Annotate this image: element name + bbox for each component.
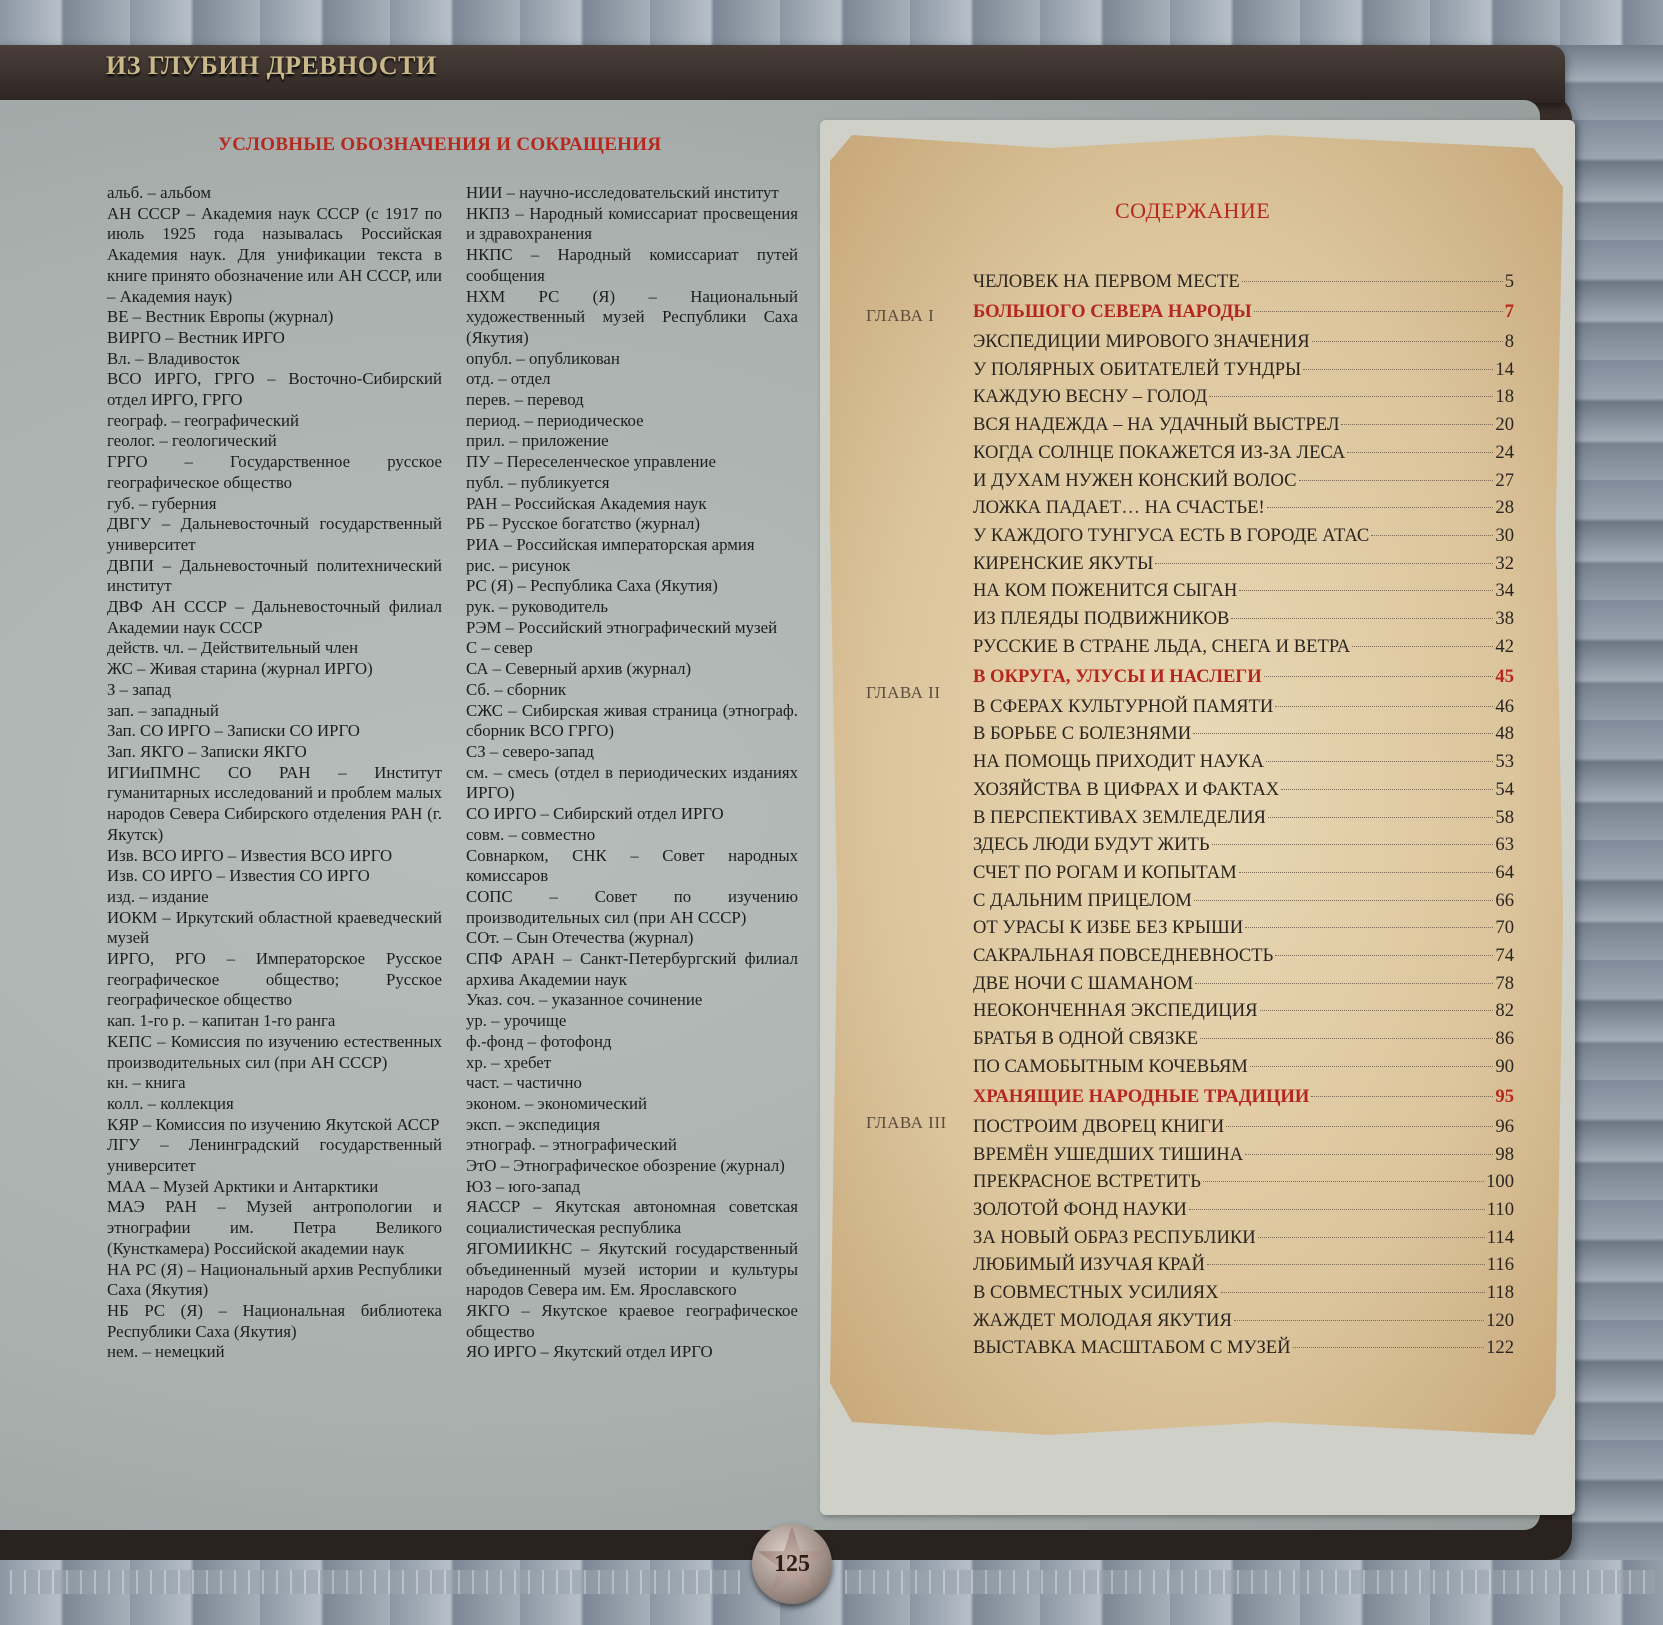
abbreviation-entry: КЕПС – Комиссия по изучению естественных производительных сил (при АН СССР) [107,1031,442,1072]
abbreviation-entry: Сб. – сборник [466,679,566,699]
abbreviation-entry: ВЕ – Вестник Европы (журнал) [107,307,334,327]
abbreviation-entry: НХМ РС (Я) – Национальный художественный музей Республики Саха (Якутия) [466,286,798,347]
abbreviation-entry: Указ. соч. – указанное сочинение [466,990,703,1010]
toc-page-number: 8 [1504,331,1514,352]
toc-page-number: 32 [1495,552,1514,574]
toc-title: ДВЕ НОЧИ С ШАМАНОМ [973,972,1194,994]
toc-page-number: 58 [1495,806,1514,828]
abbreviation-entry: НКПС – Народный комиссариат путей сообщения [466,245,798,285]
toc-leader-dots [1299,480,1494,481]
toc-page-number: 74 [1495,945,1514,966]
toc-page-number: 96 [1495,1115,1514,1137]
toc-row[interactable] [973,636,1514,660]
chapter-label-1: ГЛАВА I [866,306,935,325]
abbreviation-entry: ДВФ АН СССР – Дальневосточный филиал Академии наук СССР [107,597,442,637]
abbreviation-entry: отд. – отдел [466,369,551,389]
toc-row[interactable] [973,497,1514,521]
toc-row[interactable] [973,751,1514,775]
toc-page-number: 110 [1486,1198,1514,1220]
toc-row[interactable] [973,580,1514,604]
abbreviation-entry: Изв. ВСО ИРГО – Известия ВСО ИРГО [107,845,393,865]
chapter-label-3: ГЛАВА III [866,1113,947,1132]
abbreviation-entry: С – север [466,638,533,658]
abbreviation-entry: КЯР – Комиссия по изучению Якутской АССР [107,1114,440,1134]
toc-page-number: 63 [1495,834,1514,856]
toc-page-number: 42 [1495,635,1514,657]
toc-title: ПОСТРОИМ ДВОРЕЦ КНИГИ [973,1115,1225,1137]
abbreviation-entry: ДВПИ – Дальневосточный политехнический институт [107,555,442,596]
toc-title: ЗДЕСЬ ЛЮДИ БУДУТ ЖИТЬ [973,834,1210,856]
abbreviation-entry: нем. – немецкий [107,1342,225,1362]
abbreviation-entry: МАА – Музей Арктики и Антарктики [107,1176,379,1196]
toc-leader-dots [1268,817,1493,818]
toc-title: ЗА НОВЫЙ ОБРАЗ РЕСПУБЛИКИ [973,1226,1256,1248]
abbreviation-entry: ур. – урочище [466,1011,567,1031]
abbreviation-entry: губ. – губерния [107,493,217,513]
toc-page-number: 118 [1486,1282,1514,1303]
abbreviation-entry: НКПЗ – Народный комиссариат просвещения и здравохранения [466,203,798,244]
abbreviation-entry: перев. – перевод [466,390,584,410]
abbreviation-entry: РБ – Русское богатство (журнал) [466,514,700,534]
abbreviation-entry: СЗ – северо-запад [466,741,594,761]
abbreviation-entry: кн. – книга [107,1073,186,1093]
toc-title: САКРАЛЬНАЯ ПОВСЕДНЕВНОСТЬ [973,945,1274,966]
toc-page-number: 20 [1495,414,1514,436]
toc-title: ЧЕЛОВЕК НА ПЕРВОМ МЕСТЕ [973,271,1240,292]
section-title: ИЗ ГЛУБИН ДРЕВНОСТИ [106,51,437,80]
abbreviation-entry: НБ РС (Я) – Национальная библиотека Республики Саха (Якутия) [107,1300,442,1341]
abbreviation-entry: РЭМ – Российский этнографический музей [466,617,778,637]
toc-leader-dots [1209,396,1493,397]
abbreviation-entry: ЯГОМИИКНС – Якутский государственный объединенный музей истории и культуры народов Севера им. Ем. Ярославского [466,1238,798,1300]
abbreviation-entry: этнограф. – этнографический [466,1135,677,1155]
abbreviation-entry: СЖС – Сибирская живая страница (этнограф. сборник ВСО ГРГО) [466,700,798,741]
abbreviation-entry: ЛГУ – Ленинградский государственный университет [107,1135,442,1176]
toc-title: ЖАЖДЕТ МОЛОДАЯ ЯКУТИЯ [973,1309,1232,1331]
toc-row[interactable] [973,331,1514,355]
toc-row[interactable] [973,917,1514,941]
toc-page-number: 98 [1495,1143,1514,1165]
toc-row[interactable] [973,973,1514,997]
toc-leader-dots [1267,507,1494,508]
toc-row[interactable] [973,779,1514,803]
toc-title: СЧЕТ ПО РОГАМ И КОПЫТАМ [973,861,1237,883]
toc-page-number: 100 [1486,1171,1514,1193]
toc-page-number: 46 [1495,695,1514,717]
abbreviation-entry: РАН – Российская Академия наук [466,493,707,513]
toc-row[interactable] [973,1227,1514,1251]
toc-leader-dots [1254,311,1503,312]
toc-title: С ДАЛЬНИМ ПРИЦЕЛОМ [973,889,1192,911]
abbreviation-entry: Зап. ЯКГО – Записки ЯКГО [107,741,307,761]
abbreviation-entry: СОт. – Сын Отечества (журнал) [466,928,694,948]
toc-row[interactable] [973,1199,1514,1223]
abbreviation-entry: опубл. – опубликован [466,348,620,368]
abbreviation-entry: публ. – публикуется [466,472,610,492]
toc-heading: СОДЕРЖАНИЕ [1115,198,1271,223]
toc-title: ПО САМОБЫТНЫМ КОЧЕВЬЯМ [973,1055,1248,1077]
toc-chapter-row[interactable] [973,666,1514,690]
toc-row[interactable] [973,271,1514,295]
toc-page-number: 5 [1504,271,1514,292]
toc-page-number: 90 [1495,1055,1514,1077]
toc-leader-dots [1239,590,1493,591]
toc-row[interactable] [973,1144,1514,1168]
abbreviation-entry: част. – частично [466,1073,582,1093]
toc-page-number: 30 [1495,524,1514,546]
toc-leader-dots [1194,900,1494,901]
abbreviation-entry: СА – Северный архив (журнал) [466,659,692,679]
abbreviation-entry: рук. – руководитель [466,597,608,617]
toc-leader-dots [1245,927,1493,928]
toc-row[interactable] [973,359,1514,383]
toc-chapter-row[interactable] [973,1086,1514,1110]
toc-row[interactable] [973,1171,1514,1195]
toc-page-number: 78 [1495,972,1514,994]
toc-leader-dots [1203,1181,1484,1182]
toc-leader-dots [1352,646,1493,647]
toc-row[interactable] [973,1337,1514,1361]
abbreviation-entry: хр. – хребет [466,1052,552,1072]
toc-page-number: 82 [1495,1000,1514,1022]
toc-title: У ПОЛЯРНЫХ ОБИТАТЕЛЕЙ ТУНДРЫ [973,358,1302,380]
toc-title: ПРЕКРАСНОЕ ВСТРЕТИТЬ [973,1171,1201,1193]
abbreviation-entry: Совнарком, СНК – Совет народных комиссаров [466,845,798,886]
toc-title: И ДУХАМ НУЖЕН КОНСКИЙ ВОЛОС [973,469,1297,491]
toc-title: НЕОКОНЧЕННАЯ ЭКСПЕДИЦИЯ [973,1000,1258,1022]
toc-title: БОЛЬШОГО СЕВЕРА НАРОДЫ [973,301,1252,322]
toc-page-number: 64 [1495,861,1514,883]
toc-row[interactable] [973,442,1514,466]
toc-row[interactable] [973,890,1514,914]
abbreviation-entry: ЯАССР – Якутская автономная советская социалистическая республика [466,1197,798,1238]
toc-title: КАЖДУЮ ВЕСНУ – ГОЛОД [973,386,1208,408]
toc-page-number: 18 [1495,386,1514,408]
toc-row[interactable] [973,807,1514,831]
toc-leader-dots [1264,676,1494,677]
abbreviation-entry: рис. – рисунок [466,555,571,575]
toc-page-number: 66 [1495,889,1514,911]
toc-row[interactable] [973,1116,1514,1140]
toc-leader-dots [1195,983,1493,984]
toc-row[interactable] [973,608,1514,632]
abbreviation-entry: ИРГО, РГО – Императорское Русское географическое общество; Русское географическое общество [107,949,442,1010]
abbreviation-entry: Изв. СО ИРГО – Известия СО ИРГО [107,866,370,886]
abbreviation-entry: СО ИРГО – Сибирский отдел ИРГО [466,804,724,824]
toc-leader-dots [1250,1066,1494,1067]
abbreviation-entry: ВСО ИРГО, ГРГО – Восточно-Сибирский отдел ИРГО, ГРГО [107,369,442,410]
toc-page-number: 34 [1495,580,1514,602]
toc-title: ВРЕМЁН УШЕДШИХ ТИШИНА [973,1143,1244,1165]
page-number: 125 [774,1551,810,1577]
toc-page-number: 95 [1495,1085,1514,1107]
toc-title: БРАТЬЯ В ОДНОЙ СВЯЗКЕ [973,1028,1199,1050]
toc-row[interactable] [973,834,1514,858]
toc-leader-dots [1258,1237,1485,1238]
toc-title: ВЫСТАВКА МАСШТАБОМ С МУЗЕЙ [973,1337,1291,1359]
toc-title: ХОЗЯЙСТВА В ЦИФРАХ И ФАКТАХ [973,778,1280,800]
toc-leader-dots [1155,563,1493,564]
toc-row[interactable] [973,723,1514,747]
toc-title: ОТ УРАСЫ К ИЗБЕ БЕЗ КРЫШИ [973,917,1244,939]
toc-title: НА ПОМОЩЬ ПРИХОДИТ НАУКА [973,751,1264,773]
abbreviation-entry: ЖС – Живая старина (журнал ИРГО) [107,659,373,679]
toc-leader-dots [1303,369,1493,370]
toc-row[interactable] [973,1282,1514,1306]
toc-leader-dots [1200,1038,1493,1039]
abbreviation-entry: ИОКМ – Иркутский областной краеведческий музей [107,907,442,948]
toc-leader-dots [1207,1264,1485,1265]
abbreviation-entry: НИИ – научно-исследовательский институт [466,183,779,202]
abbreviation-entry: геолог. – геологический [107,431,277,451]
abbreviation-entry: ЮЗ – юго-запад [466,1176,581,1196]
abbreviations-column-2 [466,183,798,1363]
abbreviation-entry: эконом. – экономический [466,1093,647,1113]
toc-leader-dots [1347,452,1493,453]
abbreviation-entry: эксп. – экспедиция [466,1114,601,1134]
abbreviation-entry: СПФ АРАН – Санкт-Петербургский филиал архива Академии наук [466,949,798,989]
toc-page-number: 7 [1504,301,1514,322]
abbreviation-entry: З – запад [107,679,172,699]
toc-row[interactable] [973,1254,1514,1278]
toc-title: ИЗ ПЛЕЯДЫ ПОДВИЖНИКОВ [973,608,1230,629]
abbreviation-entry: АН СССР – Академия наук СССР (с 1917 по июль 1925 года называлась Российская Академия наук. Для унификации текста в книге принято обозначение или АН СССР, или – Академия наук) [107,203,442,306]
chapter-label-2: ГЛАВА II [866,683,941,702]
abbreviation-entry: действ. чл. – Действительный член [107,638,359,658]
abbreviation-entry: ГРГО – Государственное русское географическое общество [107,452,442,492]
abbreviation-entry: зап. – западный [107,700,219,720]
toc-leader-dots [1242,281,1503,282]
abbreviation-entry: Зап. СО ИРГО – Записки СО ИРГО [107,721,360,741]
abbreviation-entry: ПУ – Переселенческое управление [466,452,716,472]
abbreviation-entry: период. – периодическое [466,410,644,430]
toc-leader-dots [1266,761,1493,762]
toc-leader-dots [1193,733,1493,734]
abbreviation-entry: ЯО ИРГО – Якутский отдел ИРГО [466,1342,713,1362]
abbreviations-column-1 [107,183,442,1363]
toc-page-number: 45 [1495,665,1514,687]
toc-title: В ОКРУГА, УЛУСЫ И НАСЛЕГИ [973,665,1262,687]
abbreviation-entry: ЭтО – Этнографическое обозрение (журнал) [466,1156,785,1176]
ruler-decoration-right [845,1570,1655,1594]
abbreviation-entry: ДВГУ – Дальневосточный государственный университет [107,514,442,554]
abbreviation-entry: географ. – географический [107,410,300,430]
toc-row[interactable] [973,553,1514,577]
abbreviation-entry: колл. – коллекция [107,1093,234,1113]
abbreviation-entry: НА РС (Я) – Национальный архив Республики Саха (Якутия) [107,1259,442,1300]
toc-page-number: 122 [1486,1337,1514,1359]
abbreviation-entry: РС (Я) – Республика Саха (Якутия) [466,576,718,596]
abbreviation-entry: прил. – приложение [466,431,609,451]
toc-row[interactable] [973,470,1514,494]
abbreviation-entry: см. – смесь (отдел в периодических изданиях ИРГО) [466,762,798,803]
abbreviation-entry: МАЭ РАН – Музей антропологии и этнографии им. Петра Великого (Кунсткамера) Российской академии наук [107,1197,442,1258]
toc-row[interactable] [973,945,1514,969]
toc-leader-dots [1275,955,1493,956]
toc-page-number: 120 [1486,1309,1514,1331]
wood-top [0,0,1663,45]
toc-leader-dots [1371,535,1493,536]
toc-title: В ПЕРСПЕКТИВАХ ЗЕМЛЕДЕЛИЯ [973,806,1266,828]
toc-leader-dots [1245,1154,1493,1155]
toc-leader-dots [1189,1209,1485,1210]
abbreviation-entry: ИГИиПМНС СО РАН – Институт гуманитарных исследований и проблем малых народов Севера Сибирского отделения РАН (г. Якутск) [107,762,442,844]
toc-title: НА КОМ ПОЖЕНИТСЯ СЫГАН [973,580,1238,602]
toc-page-number: 38 [1495,608,1514,629]
abbreviation-entry: ф.-фонд – фотофонд [466,1031,612,1051]
ruler-decoration-left [10,1570,740,1594]
toc-page-number: 27 [1495,469,1514,491]
abbreviation-entry: Вл. – Владивосток [107,348,240,368]
toc-leader-dots [1231,618,1493,619]
toc-row[interactable] [973,386,1514,410]
toc-leader-dots [1293,1347,1485,1348]
toc-title: ХРАНЯЩИЕ НАРОДНЫЕ ТРАДИЦИИ [973,1085,1310,1107]
toc-title: ЗОЛОТОЙ ФОНД НАУКИ [973,1198,1187,1220]
abbreviation-entry: ЯКГО – Якутское краевое географическое общество [466,1300,798,1341]
toc-leader-dots [1239,872,1494,873]
toc-row[interactable] [973,696,1514,720]
toc-title: ВСЯ НАДЕЖДА – НА УДАЧНЫЙ ВЫСТРЕЛ [973,414,1340,436]
toc-row[interactable] [973,1000,1514,1024]
toc-page-number: 70 [1495,917,1514,939]
toc-page-number: 54 [1495,778,1514,800]
toc-leader-dots [1212,844,1494,845]
abbreviation-entry: изд. – издание [107,886,209,906]
toc-title: КИРЕНСКИЕ ЯКУТЫ [973,552,1154,574]
toc-leader-dots [1311,1096,1493,1097]
abbreviation-entry: совм. – совместно [466,824,596,844]
abbreviation-entry: кап. 1-го р. – капитан 1-го ранга [107,1011,336,1031]
toc-leader-dots [1312,341,1503,342]
toc-page-number: 14 [1495,358,1514,380]
toc-leader-dots [1221,1292,1485,1293]
toc-title: В СФЕРАХ КУЛЬТУРНОЙ ПАМЯТИ [973,695,1274,717]
toc-page-number: 116 [1486,1254,1514,1276]
toc-leader-dots [1275,706,1493,707]
toc-chapter-row[interactable] [973,301,1514,325]
toc-title: КОГДА СОЛНЦЕ ПОКАЖЕТСЯ ИЗ-ЗА ЛЕСА [973,441,1346,463]
toc-title: ЭКСПЕДИЦИИ МИРОВОГО ЗНАЧЕНИЯ [973,331,1310,352]
toc-row[interactable] [973,525,1514,549]
toc-page-number: 48 [1495,723,1514,745]
toc-page-number: 53 [1495,751,1514,773]
toc-leader-dots [1341,424,1493,425]
toc-title: В СОВМЕСТНЫХ УСИЛИЯХ [973,1282,1219,1303]
toc-page-number: 86 [1495,1028,1514,1050]
toc-row[interactable] [973,862,1514,886]
toc-row[interactable] [973,414,1514,438]
toc-leader-dots [1226,1126,1493,1127]
toc-leader-dots [1281,789,1493,790]
toc-row[interactable] [973,1028,1514,1052]
toc-title: В БОРЬБЕ С БОЛЕЗНЯМИ [973,723,1192,745]
toc-page-number: 114 [1486,1226,1514,1248]
toc-page-number: 28 [1495,497,1514,519]
abbreviation-entry: СОПС – Совет по изучению производительных сил (при АН СССР) [466,886,798,927]
toc-row[interactable] [973,1056,1514,1080]
toc-title: РУССКИЕ В СТРАНЕ ЛЬДА, СНЕГА И ВЕТРА [973,635,1351,657]
abbreviation-entry: альб. – альбом [107,183,211,202]
toc-title: ЛЮБИМЫЙ ИЗУЧАЯ КРАЙ [973,1254,1205,1276]
toc-title: У КАЖДОГО ТУНГУСА ЕСТЬ В ГОРОДЕ АТАС [973,524,1370,546]
abbreviation-entry: РИА – Российская императорская армия [466,534,755,554]
abbreviations-title: УСЛОВНЫЕ ОБОЗНАЧЕНИЯ И СОКРАЩЕНИЯ [218,134,662,155]
toc-page-number: 24 [1495,441,1514,463]
toc-leader-dots [1260,1010,1494,1011]
abbreviation-entry: ВИРГО – Вестник ИРГО [107,327,285,347]
toc-leader-dots [1234,1320,1484,1321]
toc-row[interactable] [973,1310,1514,1334]
toc-title: ЛОЖКА ПАДАЕТ… НА СЧАСТЬЕ! [973,497,1265,519]
